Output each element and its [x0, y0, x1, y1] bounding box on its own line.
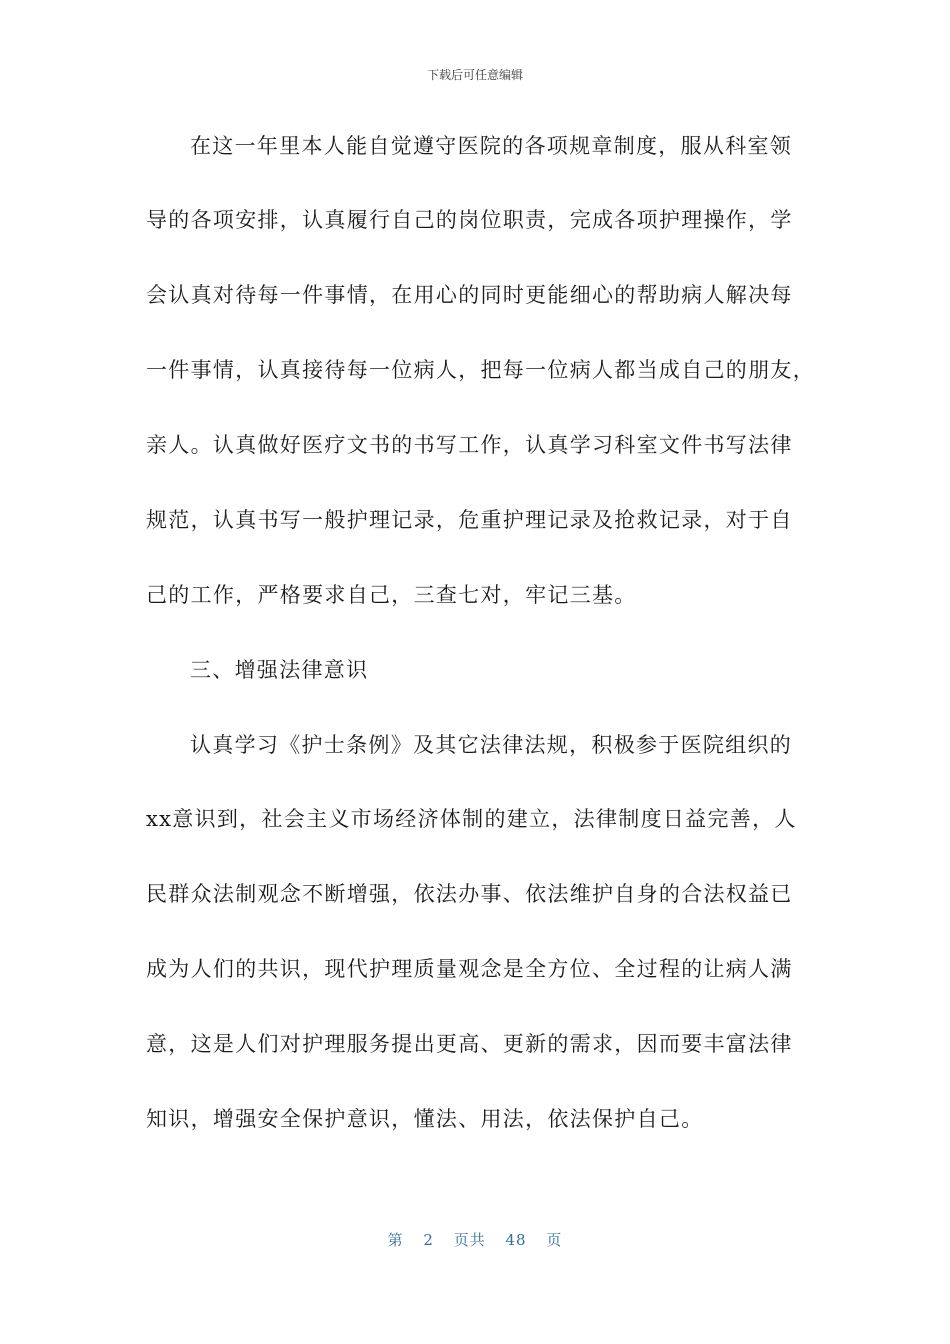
page-header-note: 下载后可任意编辑	[426, 68, 523, 82]
footer-total-pages: 48	[505, 1231, 527, 1249]
footer-page-number: 2	[423, 1231, 434, 1249]
body-line: xx意识到，社会主义市场经济体制的建立，法律制度日益完善，人	[146, 807, 797, 831]
body-line: 亲人。认真做好医疗文书的书写工作，认真学习科室文件书写法律	[146, 433, 793, 457]
page-footer	[0, 1229, 950, 1250]
section-heading: 三、增强法律意识	[190, 658, 369, 682]
body-line: 在这一年里本人能自觉遵守医院的各项规章制度，服从科室领	[190, 134, 793, 158]
footer-suffix: 页	[546, 1231, 563, 1249]
body-line: 一件事情，认真接待每一位病人，把每一位病人都当成自己的朋友，	[146, 358, 815, 382]
footer-prefix: 第	[387, 1231, 404, 1249]
body-line: 知识，增强安全保护意识，懂法、用法，依法保护自己。	[146, 1107, 704, 1131]
body-line: 规范，认真书写一般护理记录，危重护理记录及抢救记录，对于自	[146, 508, 793, 532]
body-line: 己的工作，严格要求自己，三查七对，牢记三基。	[146, 583, 637, 607]
body-line: 成为人们的共识，现代护理质量观念是全方位、全过程的让病人满	[146, 957, 793, 981]
body-line: 导的各项安排，认真履行自己的岗位职责，完成各项护理操作，学	[146, 208, 793, 232]
body-line: 认真学习《护士条例》及其它法律法规，积极参于医院组织的	[190, 733, 793, 757]
body-line: 会认真对待每一件事情，在用心的同时更能细心的帮助病人解决每	[146, 283, 793, 307]
body-line: 意，这是人们对护理服务提出更高、更新的需求，因而要丰富法律	[146, 1032, 793, 1056]
body-line: 民群众法制观念不断增强，依法办事、依法维护自身的合法权益已	[146, 882, 793, 906]
footer-middle: 页共	[453, 1231, 486, 1249]
